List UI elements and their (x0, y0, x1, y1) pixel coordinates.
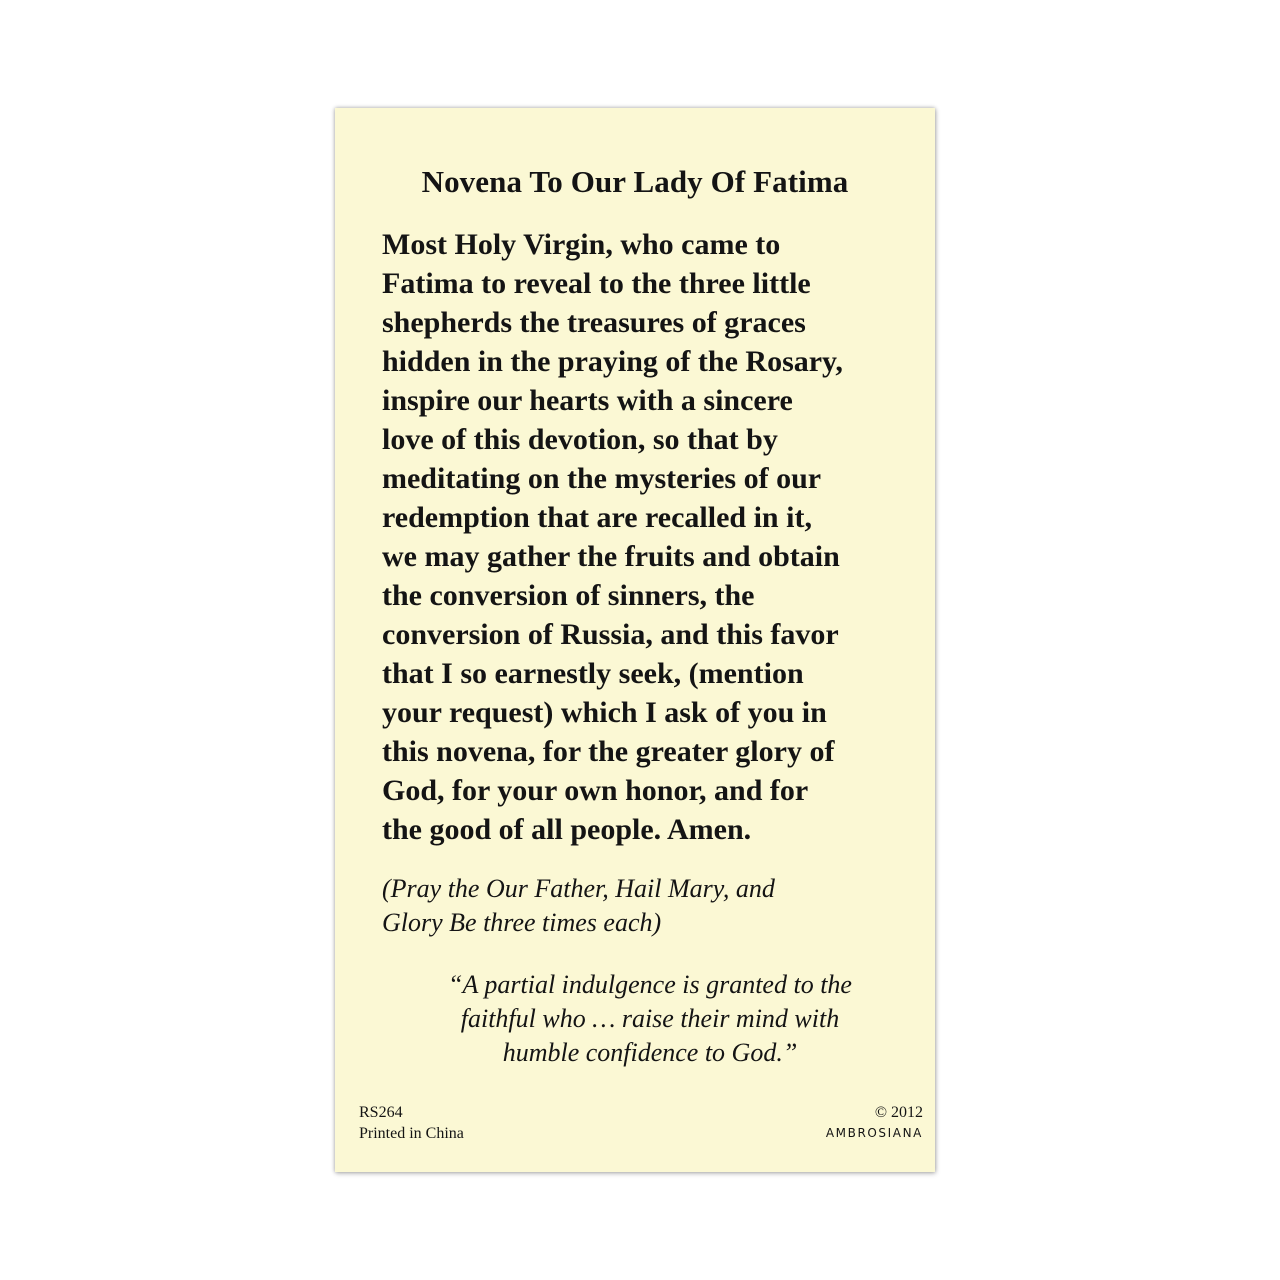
instruction-line: Glory Be three times each) (382, 908, 662, 937)
prayer-instruction (382, 872, 922, 940)
footer-product-info (359, 1102, 464, 1144)
prayer-line: redemption that are recalled in it, (382, 501, 812, 534)
prayer-line: inspire our hearts with a sincere (382, 384, 793, 417)
card-title: Novena To Our Lady Of Fatima (421, 164, 849, 199)
prayer-text (382, 225, 922, 849)
prayer-line: meditating on the mysteries of our (382, 462, 822, 495)
prayer-line: the good of all people. Amen. (382, 813, 752, 846)
quote-line: humble confidence to God.” (502, 1038, 798, 1067)
prayer-line: God, for your own honor, and for (382, 774, 809, 807)
copyright: © 2012 (874, 1104, 923, 1121)
prayer-line: Most Holy Virgin, who came to (382, 228, 781, 261)
product-code: RS264 (359, 1104, 403, 1121)
instruction-line: (Pray the Our Father, Hail Mary, and (382, 874, 775, 903)
prayer-line: hidden in the praying of the Rosary, (382, 345, 843, 378)
footer-publisher-info (826, 1102, 923, 1144)
prayer-line: shepherds the treasures of graces (382, 306, 806, 339)
prayer-line: we may gather the fruits and obtain (382, 540, 840, 573)
prayer-line: that I so earnestly seek, (mention (382, 657, 804, 690)
prayer-line: this novena, for the greater glory of (382, 735, 835, 768)
prayer-card (335, 108, 935, 1172)
publisher-brand: AMBROSIANA (825, 1126, 923, 1140)
indulgence-quote (375, 968, 925, 1070)
prayer-line: the conversion of sinners, the (382, 579, 755, 612)
prayer-line: conversion of Russia, and this favor (382, 618, 839, 651)
prayer-line: love of this devotion, so that by (382, 423, 778, 456)
prayer-line: Fatima to reveal to the three little (382, 267, 811, 300)
quote-line: “A partial indulgence is granted to the (448, 970, 852, 999)
quote-line: faithful who … raise their mind with (460, 1004, 840, 1033)
printed-in: Printed in China (359, 1125, 464, 1142)
prayer-line: your request) which I ask of you in (382, 696, 827, 729)
